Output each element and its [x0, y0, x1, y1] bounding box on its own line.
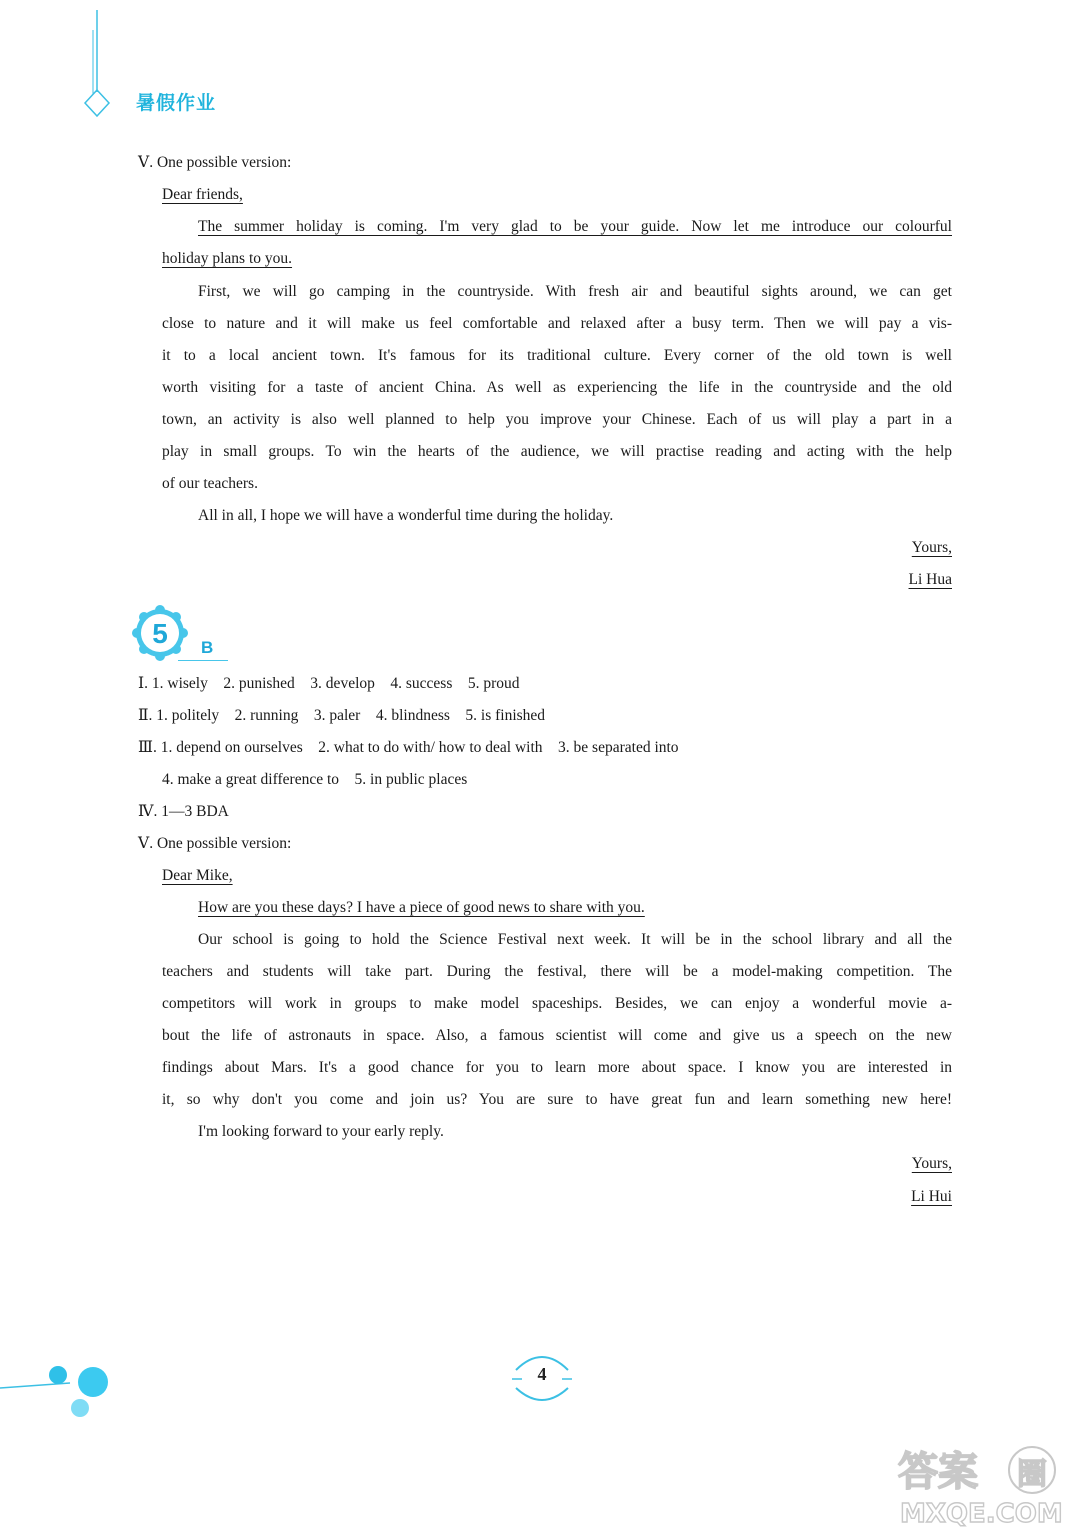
- text-line: First, we will go camping in the countryside. With fresh air and beautiful sights around, we can get: [198, 283, 952, 300]
- answer-row: Ⅰ. 1. wisely 2. punished 3. develop 4. success 5. proud: [138, 675, 520, 692]
- unit-number: 5: [152, 618, 168, 649]
- answer-row: Ⅳ. 1—3 BDA: [138, 803, 229, 820]
- salutation: Dear Mike,: [162, 867, 233, 884]
- svg-text:圈: 圈: [1017, 1457, 1047, 1492]
- text-line: How are you these days? I have a piece of good news to share with you.: [198, 899, 645, 916]
- svg-text:答案: 答案: [898, 1449, 978, 1495]
- text-line: The summer holiday is coming. I'm very glad to be your guide. Now let me introduce our colourful: [198, 218, 952, 235]
- closing: Yours,: [911, 539, 952, 556]
- section-heading: Ⅴ. One possible version:: [138, 835, 292, 852]
- text-line: town, an activity is also well planned to help you improve your Chinese. Each of us will play a part in a: [162, 411, 952, 428]
- unit-badge-icon: [132, 605, 188, 661]
- unit-letter: B: [201, 638, 214, 657]
- signature: Li Hui: [911, 1188, 952, 1205]
- text-line: I'm looking forward to your early reply.: [198, 1123, 444, 1140]
- answer-row: Ⅲ. 1. depend on ourselves 2. what to do with/ how to deal with 3. be separated into: [138, 739, 679, 756]
- text-line: holiday plans to you.: [162, 250, 293, 267]
- text-line: it to a local ancient town. It's famous for its traditional culture. Every corner of the old town is well: [162, 347, 952, 364]
- signature: Li Hua: [908, 571, 952, 588]
- text-line: teachers and students will take part. During the festival, there will be a model-making competition. The: [162, 963, 952, 980]
- text-line: of our teachers.: [162, 475, 258, 492]
- text-line: play in small groups. To win the hearts of the audience, we will practise reading and acting with the help: [162, 443, 952, 460]
- answer-row: 4. make a great difference to 5. in public places: [162, 771, 468, 788]
- unit-underline: [178, 660, 228, 661]
- salutation: Dear friends,: [162, 186, 243, 203]
- answer-row: Ⅱ. 1. politely 2. running 3. paler 4. blindness 5. is finished: [138, 707, 546, 724]
- text-line: it, so why don't you come and join us? You are sure to have great fun and learn something new here!: [162, 1091, 952, 1108]
- page-number: 4: [537, 1364, 547, 1384]
- svg-text:MXQE.COM: MXQE.COM: [900, 1499, 1063, 1529]
- text-line: competitors will work in groups to make model spaceships. Besides, we can enjoy a wonderful movie a-: [162, 995, 952, 1012]
- text-line: close to nature and it will make us feel comfortable and relaxed after a busy term. Then we will pay a vis-: [162, 315, 952, 332]
- text-line: Our school is going to hold the Science Festival next week. It will be in the school library and all the: [198, 931, 952, 948]
- text-line: bout the life of astronauts in space. Also, a famous scientist will come and give us a speech on the new: [162, 1027, 952, 1044]
- text-line: findings about Mars. It's a good chance for you to learn more about space. I know you are interested in: [162, 1059, 952, 1076]
- section-heading: Ⅴ. One possible version:: [138, 154, 292, 171]
- text-line: worth visiting for a taste of ancient China. As well as experiencing the life in the countryside and the old: [162, 379, 952, 396]
- watermark-logo: [890, 1440, 1065, 1530]
- footer-bubbles-icon: [0, 1355, 120, 1425]
- header-title: 暑假作业: [136, 92, 217, 114]
- header-ornament: [80, 0, 120, 125]
- closing: Yours,: [911, 1155, 952, 1172]
- text-line: All in all, I hope we will have a wonderful time during the holiday.: [198, 507, 614, 524]
